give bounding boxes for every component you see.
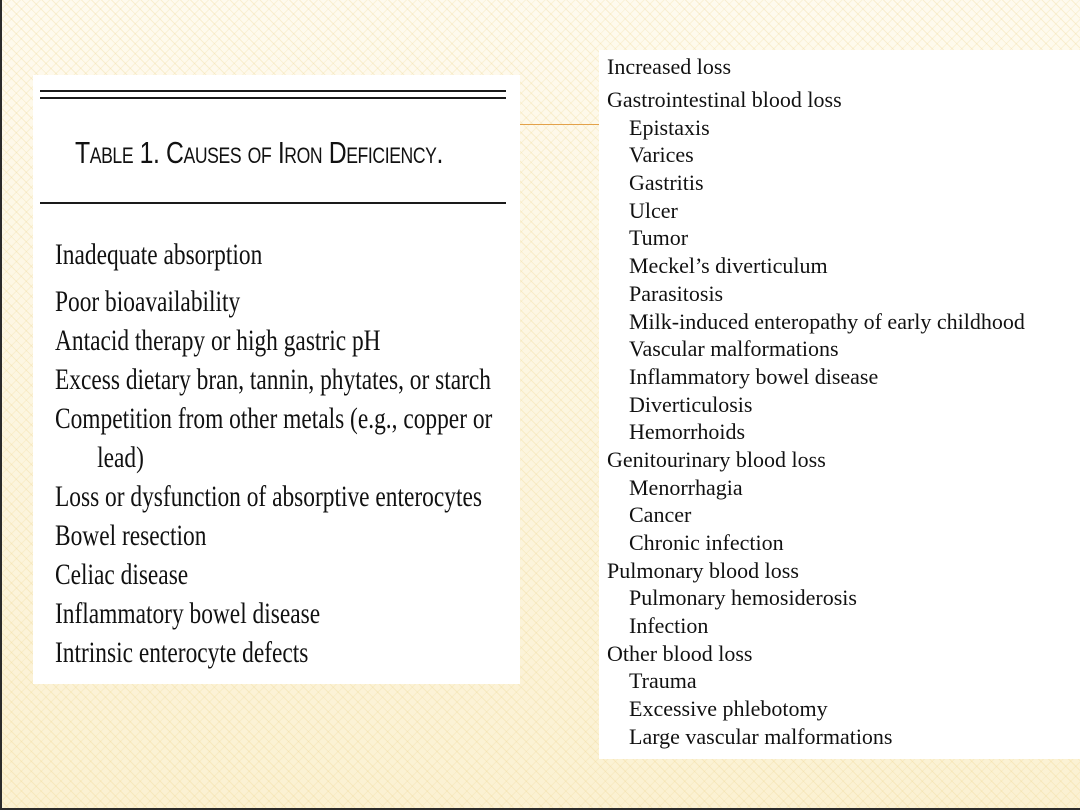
- table-image-right: [599, 50, 1080, 759]
- top-rule: [40, 90, 506, 92]
- list-item: Vascular malformations: [629, 336, 839, 362]
- list-item: Diverticulosis: [629, 391, 753, 417]
- section-heading: Inadequate absorption: [55, 238, 263, 271]
- list-item: Infection: [629, 613, 709, 639]
- list-item: Inflammatory bowel disease: [55, 597, 321, 630]
- list-item: Meckel’s diverticulum: [629, 253, 828, 279]
- list-item: Competition from other metals (e.g., copper or: [55, 402, 493, 435]
- list-item: Varices: [629, 142, 694, 168]
- list-item: Hemorrhoids: [629, 419, 746, 445]
- list-item: Celiac disease: [55, 558, 189, 591]
- list-item: Loss or dysfunction of absorptive enterocytes: [55, 480, 482, 513]
- top-rule: [40, 97, 506, 99]
- table-title: Table 1. Causes of Iron Deficiency.: [75, 135, 443, 170]
- list-item: Poor bioavailability: [55, 285, 241, 318]
- list-item: Excessive phlebotomy: [629, 696, 828, 722]
- inadequate-absorption-list: [55, 235, 616, 672]
- list-item: Intrinsic enterocyte defects: [55, 636, 309, 669]
- list-item: Antacid therapy or high gastric pH: [55, 324, 381, 357]
- section-heading: Increased loss: [607, 54, 732, 79]
- list-item: Gastritis: [629, 170, 704, 196]
- group-label: Pulmonary blood loss: [607, 557, 799, 583]
- list-item: Menorrhagia: [629, 474, 743, 500]
- list-item: Chronic infection: [629, 530, 784, 555]
- table-image-left: [33, 75, 520, 684]
- list-item: Large vascular malformations: [629, 723, 893, 749]
- list-item: Milk-induced enteropathy of early childhood: [629, 308, 1025, 334]
- list-item-continuation: lead): [97, 441, 144, 474]
- list-item: Tumor: [629, 225, 689, 251]
- list-item: Bowel resection: [55, 519, 207, 552]
- list-item: Excess dietary bran, tannin, phytates, or starch: [55, 363, 492, 396]
- group-label: Gastrointestinal blood loss: [607, 87, 842, 112]
- title-rule: [40, 202, 506, 204]
- list-item: Trauma: [629, 668, 697, 694]
- list-item: Cancer: [629, 502, 692, 528]
- group-label: Genitourinary blood loss: [607, 446, 826, 472]
- list-item: Pulmonary hemosiderosis: [629, 585, 857, 611]
- accent-line: [520, 124, 600, 125]
- increased-loss-list: [607, 53, 1025, 751]
- group-label: Other blood loss: [607, 640, 753, 666]
- list-item: Epistaxis: [629, 114, 710, 140]
- list-item: Parasitosis: [629, 280, 724, 306]
- list-item: Ulcer: [629, 197, 678, 223]
- list-item: Inflammatory bowel disease: [629, 363, 879, 389]
